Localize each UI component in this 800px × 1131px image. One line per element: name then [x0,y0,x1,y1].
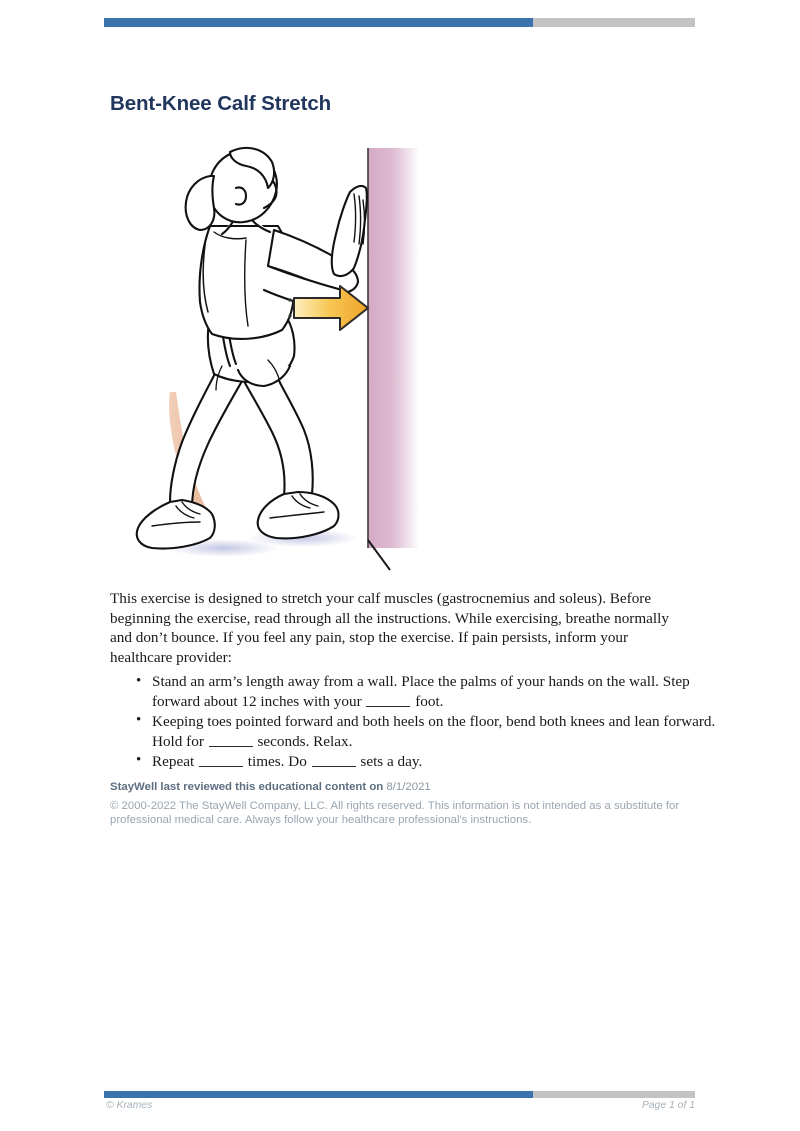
step-text-after: sets a day. [356,752,423,770]
list-item [152,672,730,711]
intro-paragraph: This exercise is designed to stretch your calf muscles (gastrocnemius and soleus). Before beginning the exercise, read through all the instructions. While exercising, breathe normally and don’t bounce. If you feel any pain, stop the exercise. If pain persists, inform your healthcare provider: [110,590,669,667]
review-line [110,781,431,793]
step-text-after: seconds. Relax. [253,732,353,750]
figure-body [137,148,367,549]
footer-progress-fill [104,1091,533,1098]
legal-notice: © 2000-2022 The StayWell Company, LLC. All rights reserved. This information is not intended as a substitute for professional medical care. Always follow your healthcare professional's instructions. [110,800,680,827]
header-progress-track [533,18,695,27]
header-progress-fill [104,18,533,27]
instruction-list [110,672,730,772]
fill-in-blank [199,753,243,767]
step-text-after: foot. [411,692,444,710]
step-text-before: Repeat [152,752,198,770]
footer-page-indicator: Page 1 of 1 [641,1100,695,1111]
step-text-before: Keeping toes pointed forward and both heels on the floor, bend both knees and lean forward. Hold for [152,712,716,750]
footer-copyright: © Krames [106,1100,153,1111]
review-label: StayWell last reviewed this educational content on [110,781,384,793]
fill-in-blank [366,693,410,707]
fill-in-blank [209,733,253,747]
fill-in-blank [312,753,356,767]
step-text-mid: times. Do [243,752,311,770]
list-item [152,712,730,751]
header-progress-rule [104,18,695,27]
wall [368,148,418,570]
footer-progress-rule [104,1091,695,1098]
exercise-illustration [118,130,418,575]
footer-progress-track [533,1091,695,1098]
review-date: 8/1/2021 [386,781,431,793]
page-title: Bent-Knee Calf Stretch [110,92,332,115]
list-item [152,752,730,772]
step-text-before: Stand an arm’s length away from a wall. Place the palms of your hands on the wall. Step forward about 12 inches with your [152,673,690,710]
